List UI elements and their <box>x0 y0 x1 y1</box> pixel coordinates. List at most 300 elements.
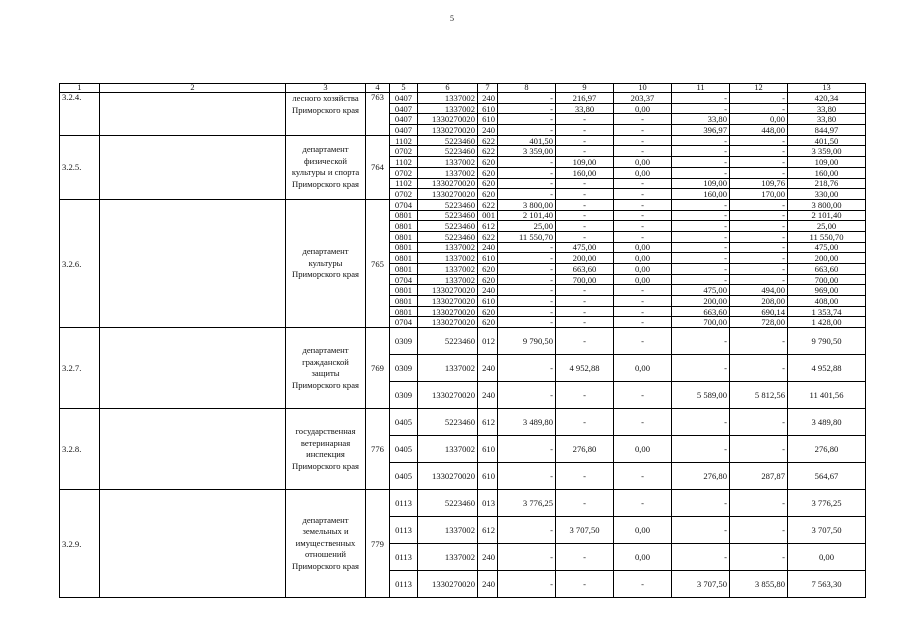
value-cell: - <box>614 306 672 317</box>
csr-cell: 1337002 <box>418 242 478 253</box>
header-cell: 5 <box>390 84 418 93</box>
razdel-cell: 0801 <box>390 306 418 317</box>
value-cell: - <box>730 199 788 210</box>
csr-cell: 1330270020 <box>418 382 478 409</box>
csr-cell: 1330270020 <box>418 125 478 136</box>
vr-cell: 240 <box>478 242 498 253</box>
value-cell: - <box>672 517 730 544</box>
value-cell: - <box>614 199 672 210</box>
razdel-cell: 0801 <box>390 285 418 296</box>
value-cell: - <box>672 436 730 463</box>
value-cell: 109,00 <box>672 178 730 189</box>
empty-cell <box>100 328 286 409</box>
value-cell: - <box>730 231 788 242</box>
value-cell: - <box>556 135 614 146</box>
total-cell: 218,76 <box>788 178 866 189</box>
value-cell: - <box>556 544 614 571</box>
empty-cell <box>100 490 286 598</box>
razdel-cell: 0113 <box>390 544 418 571</box>
value-cell: - <box>672 199 730 210</box>
vr-cell: 620 <box>478 306 498 317</box>
value-cell: 0,00 <box>614 103 672 114</box>
value-cell: - <box>498 125 556 136</box>
header-cell: 11 <box>672 84 730 93</box>
value-cell: - <box>498 114 556 125</box>
grbs-code: 776 <box>366 409 390 490</box>
csr-cell: 5223460 <box>418 328 478 355</box>
value-cell: 276,80 <box>556 436 614 463</box>
csr-cell: 5223460 <box>418 199 478 210</box>
total-cell: 109,00 <box>788 157 866 168</box>
csr-cell: 1330270020 <box>418 306 478 317</box>
value-cell: - <box>498 296 556 307</box>
value-cell: - <box>556 146 614 157</box>
value-cell: - <box>672 210 730 221</box>
value-cell: - <box>730 355 788 382</box>
value-cell: - <box>614 317 672 328</box>
value-cell: - <box>556 189 614 200</box>
value-cell: 448,00 <box>730 125 788 136</box>
razdel-cell: 0113 <box>390 490 418 517</box>
razdel-cell: 0113 <box>390 571 418 598</box>
razdel-cell: 0309 <box>390 328 418 355</box>
value-cell: 3 855,80 <box>730 571 788 598</box>
value-cell: 160,00 <box>672 189 730 200</box>
vr-cell: 610 <box>478 103 498 114</box>
total-cell: 7 563,30 <box>788 571 866 598</box>
value-cell: 2 101,40 <box>498 210 556 221</box>
vr-cell: 620 <box>478 167 498 178</box>
value-cell: 663,60 <box>556 264 614 275</box>
value-cell: 494,00 <box>730 285 788 296</box>
value-cell: - <box>498 167 556 178</box>
value-cell: 11 550,70 <box>498 231 556 242</box>
razdel-cell: 1102 <box>390 135 418 146</box>
value-cell: - <box>730 274 788 285</box>
value-cell: - <box>672 93 730 104</box>
razdel-cell: 0704 <box>390 274 418 285</box>
total-cell: 3 489,80 <box>788 409 866 436</box>
total-cell: 3 776,25 <box>788 490 866 517</box>
vr-cell: 620 <box>478 317 498 328</box>
header-cell: 10 <box>614 84 672 93</box>
department-name: государственная ветеринарная инспекция Приморского края <box>286 409 366 490</box>
vr-cell: 620 <box>478 157 498 168</box>
value-cell: 0,00 <box>614 167 672 178</box>
csr-cell: 1337002 <box>418 264 478 275</box>
razdel-cell: 0801 <box>390 231 418 242</box>
csr-cell: 5223460 <box>418 490 478 517</box>
value-cell: 33,80 <box>556 103 614 114</box>
value-cell: 9 790,50 <box>498 328 556 355</box>
value-cell: 109,76 <box>730 178 788 189</box>
value-cell: 0,00 <box>614 242 672 253</box>
total-cell: 3 800,00 <box>788 199 866 210</box>
value-cell: - <box>556 296 614 307</box>
value-cell: - <box>498 103 556 114</box>
csr-cell: 5223460 <box>418 135 478 146</box>
vr-cell: 610 <box>478 436 498 463</box>
value-cell: - <box>556 463 614 490</box>
total-cell: 408,00 <box>788 296 866 307</box>
total-cell: 3 707,50 <box>788 517 866 544</box>
value-cell: - <box>498 242 556 253</box>
value-cell: 0,00 <box>730 114 788 125</box>
vr-cell: 612 <box>478 517 498 544</box>
header-cell: 6 <box>418 84 478 93</box>
value-cell: - <box>730 517 788 544</box>
value-cell: 4 952,88 <box>556 355 614 382</box>
vr-cell: 240 <box>478 571 498 598</box>
value-cell: - <box>614 189 672 200</box>
vr-cell: 610 <box>478 114 498 125</box>
department-name: департамент культуры Приморского края <box>286 199 366 327</box>
empty-cell <box>100 199 286 327</box>
department-name: лесного хозяйства Приморского края <box>286 93 366 136</box>
value-cell: - <box>672 221 730 232</box>
value-cell: - <box>730 544 788 571</box>
value-cell: - <box>614 490 672 517</box>
value-cell: - <box>556 409 614 436</box>
value-cell: - <box>498 517 556 544</box>
table-row <box>60 93 866 104</box>
vr-cell: 612 <box>478 221 498 232</box>
razdel-cell: 0702 <box>390 167 418 178</box>
total-cell: 9 790,50 <box>788 328 866 355</box>
vr-cell: 240 <box>478 285 498 296</box>
total-cell: 4 952,88 <box>788 355 866 382</box>
value-cell: - <box>556 571 614 598</box>
value-cell: 0,00 <box>614 436 672 463</box>
value-cell: 200,00 <box>672 296 730 307</box>
total-cell: 160,00 <box>788 167 866 178</box>
value-cell: 0,00 <box>614 264 672 275</box>
vr-cell: 610 <box>478 463 498 490</box>
value-cell: 203,37 <box>614 93 672 104</box>
razdel-cell: 0704 <box>390 199 418 210</box>
value-cell: - <box>498 306 556 317</box>
value-cell: - <box>614 178 672 189</box>
csr-cell: 1337002 <box>418 253 478 264</box>
value-cell: - <box>556 490 614 517</box>
csr-cell: 1337002 <box>418 157 478 168</box>
value-cell: - <box>614 285 672 296</box>
value-cell: - <box>498 274 556 285</box>
department-name: департамент гражданской защиты Приморского края <box>286 328 366 409</box>
vr-cell: 240 <box>478 544 498 571</box>
value-cell: 3 707,50 <box>556 517 614 544</box>
value-cell: - <box>730 221 788 232</box>
value-cell: 170,00 <box>730 189 788 200</box>
value-cell: 276,80 <box>672 463 730 490</box>
header-cell: 4 <box>366 84 390 93</box>
value-cell: - <box>672 409 730 436</box>
value-cell: - <box>498 264 556 275</box>
csr-cell: 1337002 <box>418 167 478 178</box>
value-cell: 200,00 <box>556 253 614 264</box>
vr-cell: 612 <box>478 409 498 436</box>
value-cell: 0,00 <box>614 274 672 285</box>
value-cell: 475,00 <box>556 242 614 253</box>
value-cell: 700,00 <box>556 274 614 285</box>
total-cell: 663,60 <box>788 264 866 275</box>
value-cell: - <box>672 167 730 178</box>
value-cell: - <box>556 382 614 409</box>
value-cell: 25,00 <box>498 221 556 232</box>
value-cell: - <box>672 544 730 571</box>
value-cell: - <box>672 253 730 264</box>
razdel-cell: 0309 <box>390 382 418 409</box>
value-cell: - <box>614 571 672 598</box>
table-row <box>60 199 866 210</box>
razdel-cell: 0801 <box>390 210 418 221</box>
table-row <box>60 135 866 146</box>
csr-cell: 1337002 <box>418 274 478 285</box>
value-cell: - <box>730 264 788 275</box>
value-cell: - <box>614 409 672 436</box>
item-code: 3.2.7. <box>60 328 100 409</box>
value-cell: - <box>730 242 788 253</box>
empty-cell <box>100 409 286 490</box>
value-cell: - <box>672 231 730 242</box>
value-cell: - <box>614 114 672 125</box>
item-code: 3.2.6. <box>60 199 100 327</box>
vr-cell: 610 <box>478 296 498 307</box>
total-cell: 2 101,40 <box>788 210 866 221</box>
value-cell: - <box>614 135 672 146</box>
total-cell: 0,00 <box>788 544 866 571</box>
budget-table <box>59 83 866 598</box>
grbs-code: 764 <box>366 135 390 199</box>
value-cell: 0,00 <box>614 157 672 168</box>
value-cell: - <box>498 157 556 168</box>
total-cell: 25,00 <box>788 221 866 232</box>
value-cell: 5 812,56 <box>730 382 788 409</box>
value-cell: 3 489,80 <box>498 409 556 436</box>
value-cell: - <box>498 544 556 571</box>
value-cell: - <box>672 274 730 285</box>
csr-cell: 5223460 <box>418 409 478 436</box>
total-cell: 330,00 <box>788 189 866 200</box>
value-cell: - <box>730 103 788 114</box>
value-cell: - <box>498 253 556 264</box>
value-cell: 728,00 <box>730 317 788 328</box>
header-cell: 12 <box>730 84 788 93</box>
total-cell: 276,80 <box>788 436 866 463</box>
vr-cell: 622 <box>478 135 498 146</box>
header-cell: 3 <box>286 84 366 93</box>
header-cell: 8 <box>498 84 556 93</box>
csr-cell: 1330270020 <box>418 296 478 307</box>
value-cell: 0,00 <box>614 517 672 544</box>
item-code: 3.2.4. <box>60 93 100 136</box>
csr-cell: 1337002 <box>418 544 478 571</box>
value-cell: - <box>672 103 730 114</box>
value-cell: 216,97 <box>556 93 614 104</box>
grbs-code: 769 <box>366 328 390 409</box>
value-cell: - <box>556 328 614 355</box>
csr-cell: 1337002 <box>418 436 478 463</box>
csr-cell: 1337002 <box>418 355 478 382</box>
value-cell: 3 707,50 <box>672 571 730 598</box>
total-cell: 844,97 <box>788 125 866 136</box>
table-row <box>60 490 866 517</box>
razdel-cell: 0801 <box>390 253 418 264</box>
value-cell: - <box>556 199 614 210</box>
table-row <box>60 328 866 355</box>
value-cell: 475,00 <box>672 285 730 296</box>
value-cell: 5 589,00 <box>672 382 730 409</box>
value-cell: - <box>498 463 556 490</box>
vr-cell: 620 <box>478 274 498 285</box>
value-cell: - <box>556 306 614 317</box>
vr-cell: 012 <box>478 328 498 355</box>
header-cell: 9 <box>556 84 614 93</box>
value-cell: - <box>556 210 614 221</box>
csr-cell: 5223460 <box>418 231 478 242</box>
value-cell: - <box>498 189 556 200</box>
value-cell: - <box>614 210 672 221</box>
value-cell: - <box>730 93 788 104</box>
value-cell: - <box>672 242 730 253</box>
total-cell: 475,00 <box>788 242 866 253</box>
razdel-cell: 0801 <box>390 221 418 232</box>
vr-cell: 620 <box>478 178 498 189</box>
value-cell: - <box>730 157 788 168</box>
razdel-cell: 0702 <box>390 189 418 200</box>
csr-cell: 5223460 <box>418 221 478 232</box>
vr-cell: 240 <box>478 382 498 409</box>
razdel-cell: 0113 <box>390 517 418 544</box>
csr-cell: 5223460 <box>418 146 478 157</box>
razdel-cell: 0801 <box>390 264 418 275</box>
value-cell: - <box>614 463 672 490</box>
value-cell: 401,50 <box>498 135 556 146</box>
vr-cell: 240 <box>478 355 498 382</box>
value-cell: 208,00 <box>730 296 788 307</box>
value-cell: - <box>614 221 672 232</box>
value-cell: 700,00 <box>672 317 730 328</box>
grbs-code: 763 <box>366 93 390 136</box>
table-row <box>60 409 866 436</box>
total-cell: 564,67 <box>788 463 866 490</box>
value-cell: 3 776,25 <box>498 490 556 517</box>
csr-cell: 5223460 <box>418 210 478 221</box>
value-cell: - <box>730 490 788 517</box>
csr-cell: 1330270020 <box>418 463 478 490</box>
razdel-cell: 0704 <box>390 317 418 328</box>
value-cell: - <box>730 253 788 264</box>
value-cell: - <box>498 178 556 189</box>
vr-cell: 622 <box>478 199 498 210</box>
value-cell: - <box>614 231 672 242</box>
razdel-cell: 1102 <box>390 178 418 189</box>
grbs-code: 779 <box>366 490 390 598</box>
razdel-cell: 0405 <box>390 409 418 436</box>
value-cell: - <box>614 296 672 307</box>
vr-cell: 013 <box>478 490 498 517</box>
csr-cell: 1330270020 <box>418 571 478 598</box>
vr-cell: 620 <box>478 264 498 275</box>
table-body <box>60 84 866 598</box>
value-cell: - <box>556 285 614 296</box>
empty-cell <box>100 93 286 136</box>
csr-cell: 1330270020 <box>418 285 478 296</box>
grbs-code: 765 <box>366 199 390 327</box>
value-cell: - <box>672 264 730 275</box>
value-cell: - <box>556 231 614 242</box>
value-cell: - <box>730 146 788 157</box>
vr-cell: 622 <box>478 146 498 157</box>
vr-cell: 622 <box>478 231 498 242</box>
department-name: департамент физической культуры и спорта Приморского края <box>286 135 366 199</box>
value-cell: 3 359,00 <box>498 146 556 157</box>
header-cell: 13 <box>788 84 866 93</box>
value-cell: - <box>672 157 730 168</box>
total-cell: 420,34 <box>788 93 866 104</box>
vr-cell: 240 <box>478 125 498 136</box>
razdel-cell: 1102 <box>390 157 418 168</box>
value-cell: 0,00 <box>614 544 672 571</box>
value-cell: - <box>498 93 556 104</box>
total-cell: 401,50 <box>788 135 866 146</box>
value-cell: - <box>498 382 556 409</box>
total-cell: 3 359,00 <box>788 146 866 157</box>
razdel-cell: 0407 <box>390 125 418 136</box>
vr-cell: 001 <box>478 210 498 221</box>
total-cell: 200,00 <box>788 253 866 264</box>
value-cell: 33,80 <box>672 114 730 125</box>
value-cell: - <box>672 146 730 157</box>
value-cell: - <box>556 317 614 328</box>
razdel-cell: 0801 <box>390 296 418 307</box>
csr-cell: 1330270020 <box>418 317 478 328</box>
vr-cell: 610 <box>478 253 498 264</box>
vr-cell: 620 <box>478 189 498 200</box>
vr-cell: 240 <box>478 93 498 104</box>
total-cell: 33,80 <box>788 103 866 114</box>
value-cell: 287,87 <box>730 463 788 490</box>
item-code: 3.2.8. <box>60 409 100 490</box>
value-cell: - <box>498 285 556 296</box>
value-cell: 160,00 <box>556 167 614 178</box>
page-number: 5 <box>450 14 454 23</box>
razdel-cell: 0405 <box>390 463 418 490</box>
total-cell: 11 401,56 <box>788 382 866 409</box>
empty-cell <box>100 135 286 199</box>
value-cell: - <box>498 317 556 328</box>
value-cell: - <box>614 125 672 136</box>
header-row <box>60 84 866 93</box>
value-cell: 396,97 <box>672 125 730 136</box>
value-cell: 109,00 <box>556 157 614 168</box>
total-cell: 1 353,74 <box>788 306 866 317</box>
csr-cell: 1337002 <box>418 517 478 544</box>
razdel-cell: 0407 <box>390 114 418 125</box>
value-cell: - <box>498 355 556 382</box>
value-cell: - <box>614 328 672 355</box>
csr-cell: 1330270020 <box>418 189 478 200</box>
csr-cell: 1337002 <box>418 103 478 114</box>
value-cell: 690,14 <box>730 306 788 317</box>
value-cell: - <box>672 355 730 382</box>
value-cell: - <box>614 382 672 409</box>
total-cell: 969,00 <box>788 285 866 296</box>
value-cell: - <box>730 135 788 146</box>
value-cell: - <box>730 167 788 178</box>
header-cell: 7 <box>478 84 498 93</box>
razdel-cell: 0405 <box>390 436 418 463</box>
